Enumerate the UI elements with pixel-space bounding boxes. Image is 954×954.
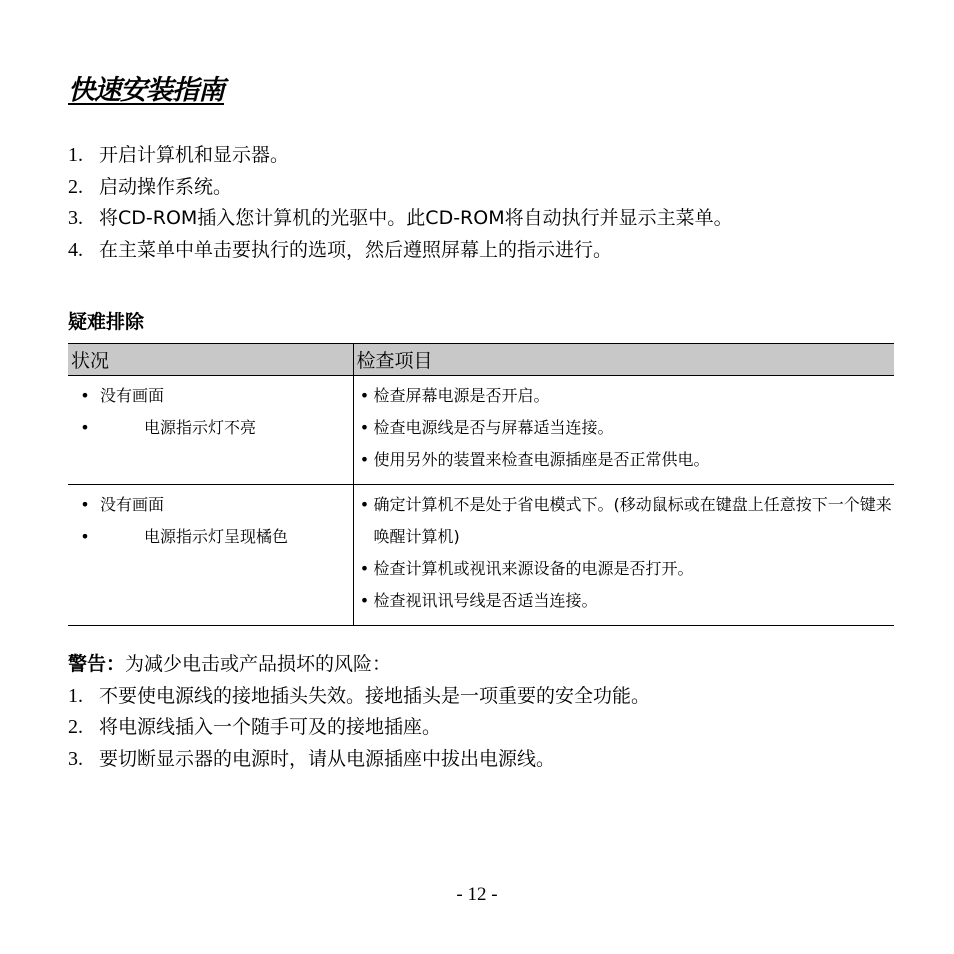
condition-text: 电源指示灯不亮 [144, 418, 257, 437]
check-item [354, 412, 895, 444]
warning-section [68, 649, 650, 775]
warning-label: 警告： [68, 653, 126, 675]
condition-cell [68, 376, 353, 485]
install-step [68, 203, 733, 235]
check-item [354, 489, 895, 553]
table-row [68, 485, 894, 626]
install-step [68, 235, 733, 267]
step-text: 开启计算机和显示器。 [99, 144, 290, 166]
check-text: 确定计算机不是处于省电模式下。(移动鼠标或在键盘上任意按下一个键来唤醒计算机) [373, 495, 892, 546]
check-item [354, 553, 895, 585]
bullet: • [359, 591, 370, 610]
condition-text: 电源指示灯呈现橘色 [144, 527, 289, 546]
check-text: 使用另外的装置来检查电源插座是否正常供电。 [373, 450, 710, 469]
check-text: 检查计算机或视讯来源设备的电源是否打开。 [373, 559, 694, 578]
check-item [354, 444, 895, 476]
step-text: 启动操作系统。 [99, 175, 233, 198]
step-number: 1. [68, 144, 83, 166]
bullet: • [359, 386, 370, 405]
condition-text: 没有画面 [100, 386, 165, 405]
bullet: • [80, 495, 90, 514]
step-text: 在主菜单中单击要执行的选项，然后遵照屏幕上的指示进行。 [99, 238, 613, 261]
bullet: • [80, 527, 90, 546]
column-header-condition: 状况 [68, 344, 353, 376]
warning-item [68, 681, 650, 713]
install-step [68, 140, 733, 172]
warning-text: 将电源线插入一个随手可及的接地插座。 [99, 716, 442, 738]
step-text: 将CD-ROM插入您计算机的光驱中。此CD-ROM将自动执行并显示主菜单。 [99, 207, 733, 229]
step-number: 3. [68, 207, 83, 229]
warning-intro [68, 649, 650, 681]
bullet: • [359, 495, 370, 514]
check-text: 检查视讯讯号线是否适当连接。 [373, 591, 598, 610]
warning-list [68, 681, 650, 776]
step-number: 2. [68, 175, 83, 198]
install-steps-list [68, 140, 733, 266]
install-step [68, 172, 733, 204]
condition-cell [68, 485, 353, 626]
checks-cell [353, 485, 894, 626]
condition-item [68, 521, 353, 553]
condition-item [68, 412, 353, 444]
page-title: 快速安装指南 [68, 75, 224, 106]
bullet: • [359, 418, 370, 437]
warning-text: 要切断显示器的电源时，请从电源插座中拔出电源线。 [99, 747, 556, 770]
bullet: • [80, 386, 90, 405]
warning-item [68, 712, 650, 744]
check-item [354, 585, 895, 617]
condition-item [68, 380, 353, 412]
warning-number: 2. [68, 716, 83, 738]
table-row [68, 376, 894, 485]
warning-text: 不要使电源线的接地插头失效。接地插头是一项重要的安全功能。 [99, 684, 651, 707]
warning-number: 3. [68, 747, 83, 770]
bullet: • [359, 450, 370, 469]
troubleshooting-table [68, 343, 894, 626]
table-header-row [68, 344, 894, 376]
warning-item [68, 744, 650, 776]
check-item [354, 380, 895, 412]
step-number: 4. [68, 238, 83, 261]
condition-text: 没有画面 [100, 495, 165, 514]
check-text: 检查电源线是否与屏幕适当连接。 [373, 418, 614, 437]
check-text: 检查屏幕电源是否开启。 [373, 386, 550, 405]
troubleshooting-heading: 疑难排除 [68, 311, 145, 333]
bullet: • [359, 559, 370, 578]
page-number: - 12 - [456, 884, 498, 905]
bullet: • [80, 418, 90, 437]
checks-cell [353, 376, 894, 485]
column-header-checks: 检查项目 [353, 344, 894, 376]
warning-number: 1. [68, 684, 83, 707]
condition-item [68, 489, 353, 521]
warning-intro-text: 为减少电击或产品损坏的风险： [125, 653, 392, 675]
